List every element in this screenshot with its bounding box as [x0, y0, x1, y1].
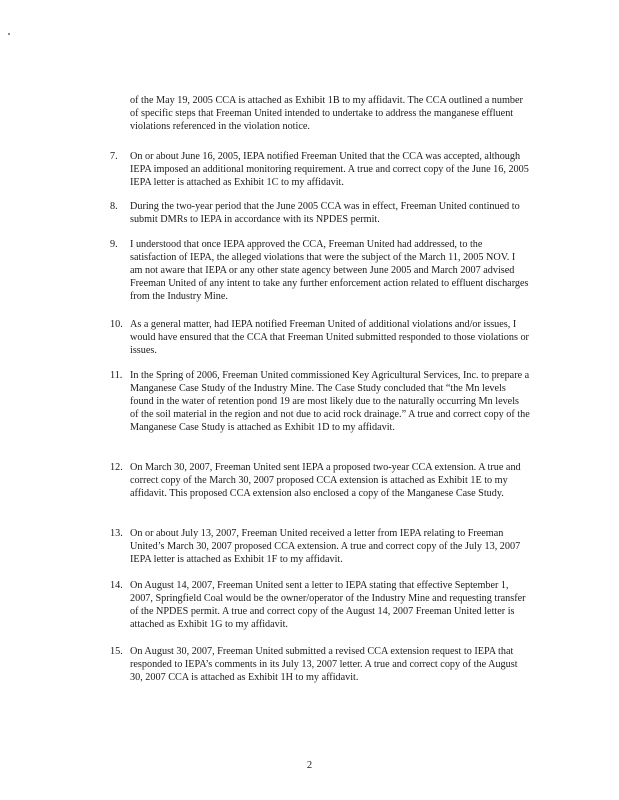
paragraph-number: 10. — [110, 319, 123, 330]
paragraph-number: 12. — [110, 462, 123, 473]
paragraph-text: In the Spring of 2006, Freeman United commissioned Key Agricultural Services, Inc. to prepare a Manganese Case Study of the Industry Mine. The Case Study concluded that “the Mn levels found in the water of retention pond 19 are most likely due to the naturally occurring Mn levels of the soil material in the region and not due to acid rock drainage.” A true and correct copy of the Manganese Case Study is attached as Exhibit 1D to my affidavit. — [130, 370, 530, 433]
numbered-paragraph-7 — [110, 150, 530, 189]
paragraph-text: On August 30, 2007, Freeman United submitted a revised CCA extension request to IEPA that responded to IEPA’s comments in its July 13, 2007 letter. A true and correct copy of the August 30, 2007 CCA is attached as Exhibit 1H to my affidavit. — [130, 646, 518, 683]
paragraph-text: On or about July 13, 2007, Freeman United received a letter from IEPA relating to Freeman United’s March 30, 2007 proposed CCA extension. A true and correct copy of the July 13, 2007 IEPA letter is attached as Exhibit 1F to my affidavit. — [130, 528, 521, 565]
paragraph-number: 11. — [110, 370, 123, 381]
numbered-paragraph-15 — [110, 645, 530, 684]
continuation-paragraph: of the May 19, 2005 CCA is attached as Exhibit 1B to my affidavit. The CCA outlined a number of specific steps that Freeman United intended to undertake to address the manganese effluent violations referenced in the violation notice. — [130, 95, 523, 132]
numbered-paragraph-11 — [110, 369, 530, 434]
page-number: 2 — [306, 760, 313, 771]
paragraph-number: 13. — [110, 528, 123, 539]
numbered-paragraph-13 — [110, 527, 530, 566]
paragraph-number: 9. — [110, 239, 118, 250]
paragraph-number: 7. — [110, 151, 118, 162]
numbered-paragraph-12 — [110, 461, 530, 500]
numbered-paragraph-14 — [110, 579, 530, 631]
paragraph-text: I understood that once IEPA approved the CCA, Freeman United had addressed, to the satisfaction of IEPA, the alleged violations that were the subject of the March 11, 2005 NOV. I am not aware that IEPA or any other state agency between June 2005 and March 2007 advised Freeman United of any intent to take any further enforcement action related to effluent discharges from the Industry Mine. — [130, 239, 529, 302]
paragraph-text: As a general matter, had IEPA notified Freeman United of additional violations and/or issues, I would have ensured that the CCA that Freeman United submitted responded to those violations or issues. — [130, 319, 529, 356]
paragraph-text: On August 14, 2007, Freeman United sent a letter to IEPA stating that effective September 1, 2007, Springfield Coal would be the owner/operator of the Industry Mine and requesting transfer of the NPDES permit. A true and correct copy of the August 14, 2007 Freeman United letter is attached as Exhibit 1G to my affidavit. — [130, 580, 526, 630]
paragraph-number: 8. — [110, 201, 118, 212]
scan-speck — [8, 33, 10, 35]
paragraph-text: During the two-year period that the June 2005 CCA was in effect, Freeman United continued to submit DMRs to IEPA in accordance with its NPDES permit. — [130, 201, 520, 225]
numbered-paragraph-8 — [110, 200, 530, 226]
paragraph-number: 15. — [110, 646, 123, 657]
numbered-paragraph-9 — [110, 238, 530, 303]
paragraph-number: 14. — [110, 580, 123, 591]
paragraph-text: On or about June 16, 2005, IEPA notified Freeman United that the CCA was accepted, although IEPA imposed an additional monitoring requirement. A true and correct copy of the June 16, 2005 IEPA letter is attached as Exhibit 1C to my affidavit. — [130, 151, 529, 188]
paragraph-text: On March 30, 2007, Freeman United sent IEPA a proposed two-year CCA extension. A true and correct copy of the March 30, 2007 proposed CCA extension is attached as Exhibit 1E to my affidavit. This proposed CCA extension also enclosed a copy of the Manganese Case Study. — [130, 462, 521, 499]
numbered-paragraph-10 — [110, 318, 530, 357]
